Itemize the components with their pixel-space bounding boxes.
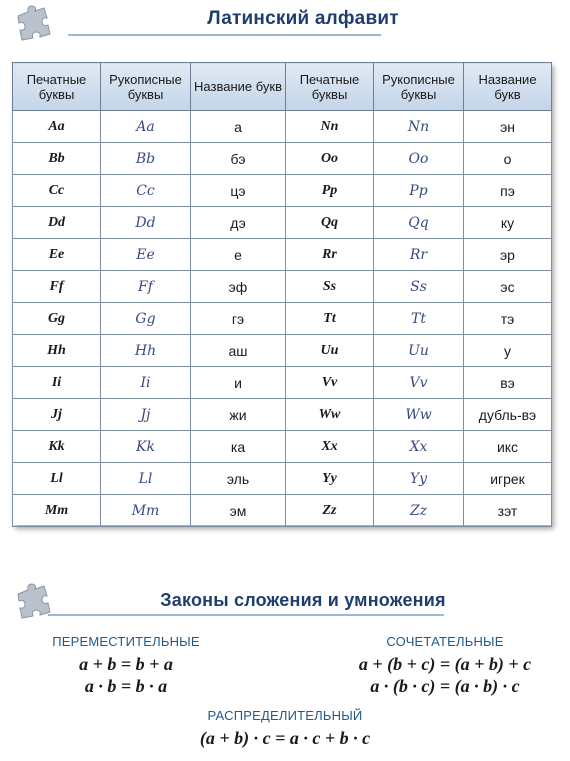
formula: a · b = b · a [84,676,168,696]
letter-name-cell: а [191,111,286,143]
table-row [13,239,552,271]
table-row [13,207,552,239]
commutative-laws [26,634,226,697]
column-header: Рукописные буквы [374,63,464,111]
letter-name-cell: ку [464,207,552,239]
printed-letter-cell: Cc [13,175,101,207]
letter-name-cell: зэт [464,495,552,527]
handwritten-letter-cell: Hh [101,335,191,367]
alphabet-table [12,62,552,527]
formula: a · (b · c) = (a · b) · c [370,676,520,696]
letter-name-cell: дубль-вэ [464,399,552,431]
printed-letter-cell: Ss [286,271,374,303]
table-row [13,271,552,303]
handwritten-letter-cell: Ll [101,463,191,495]
title-underline [48,614,444,616]
printed-letter-cell: Pp [286,175,374,207]
handwritten-letter-cell: Oo [374,143,464,175]
printed-letter-cell: Mm [13,495,101,527]
letter-name-cell: эс [464,271,552,303]
handwritten-letter-cell: Cc [101,175,191,207]
handwritten-letter-cell: Bb [101,143,191,175]
handwritten-letter-cell: Ii [101,367,191,399]
title-underline [68,34,381,36]
printed-letter-cell: Oo [286,143,374,175]
handwritten-letter-cell: Vv [374,367,464,399]
formula: (a + b) · c = a · c + b · c [199,728,371,748]
printed-letter-cell: Kk [13,431,101,463]
letter-name-cell: аш [191,335,286,367]
letter-name-cell: вэ [464,367,552,399]
printed-letter-cell: Aa [13,111,101,143]
letter-name-cell: икс [464,431,552,463]
handwritten-letter-cell: Qq [374,207,464,239]
table-row [13,431,552,463]
printed-letter-cell: Rr [286,239,374,271]
letter-name-cell: цэ [191,175,286,207]
handwritten-letter-cell: Dd [101,207,191,239]
printed-letter-cell: Ee [13,239,101,271]
letter-name-cell: эн [464,111,552,143]
printed-letter-cell: Gg [13,303,101,335]
law-title: ПЕРЕМЕСТИТЕЛЬНЫЕ [52,634,200,649]
table-row [13,495,552,527]
alphabet-table-container [12,62,551,525]
handwritten-letter-cell: Pp [374,175,464,207]
column-header: Название букв [191,63,286,111]
letter-name-cell: о [464,143,552,175]
handwritten-letter-cell: Nn [374,111,464,143]
letter-name-cell: гэ [191,303,286,335]
table-row [13,303,552,335]
section-title: Законы сложения и умножения [160,590,446,610]
handwritten-letter-cell: Tt [374,303,464,335]
letter-name-cell: эр [464,239,552,271]
table-row [13,399,552,431]
letter-name-cell: эм [191,495,286,527]
section-title: Латинский алфавит [207,8,399,29]
section-header-laws [0,578,570,624]
printed-letter-cell: Jj [13,399,101,431]
letter-name-cell: ка [191,431,286,463]
printed-letter-cell: Dd [13,207,101,239]
printed-letter-cell: Ii [13,367,101,399]
formula: a + b = b + a [79,654,173,674]
printed-letter-cell: Ww [286,399,374,431]
letter-name-cell: эль [191,463,286,495]
column-header: Печатные буквы [286,63,374,111]
handwritten-letter-cell: Ee [101,239,191,271]
printed-letter-cell: Vv [286,367,374,399]
table-row [13,143,552,175]
table-row [13,367,552,399]
handwritten-letter-cell: Jj [101,399,191,431]
column-header: Печатные буквы [13,63,101,111]
printed-letter-cell: Uu [286,335,374,367]
handwritten-letter-cell: Rr [374,239,464,271]
letter-name-cell: пэ [464,175,552,207]
formula: a + (b + c) = (a + b) + c [358,654,532,674]
printed-letter-cell: Tt [286,303,374,335]
letter-name-cell: е [191,239,286,271]
table-header-row [13,63,552,111]
letter-name-cell: эф [191,271,286,303]
printed-letter-cell: Qq [286,207,374,239]
printed-letter-cell: Xx [286,431,374,463]
handwritten-letter-cell: Kk [101,431,191,463]
handwritten-letter-cell: Mm [101,495,191,527]
printed-letter-cell: Ff [13,271,101,303]
table-row [13,463,552,495]
handwritten-letter-cell: Ww [374,399,464,431]
table-row [13,111,552,143]
column-header: Рукописные буквы [101,63,191,111]
law-title: РАСПРЕДЕЛИТЕЛЬНЫЙ [207,708,363,723]
letter-name-cell: у [464,335,552,367]
handwritten-letter-cell: Ff [101,271,191,303]
law-title: СОЧЕТАТЕЛЬНЫЕ [386,634,504,649]
letter-name-cell: игрек [464,463,552,495]
handwritten-letter-cell: Gg [101,303,191,335]
handwritten-letter-cell: Yy [374,463,464,495]
distributive-law [150,708,420,749]
printed-letter-cell: Bb [13,143,101,175]
letter-name-cell: дэ [191,207,286,239]
printed-letter-cell: Zz [286,495,374,527]
handwritten-letter-cell: Aa [101,111,191,143]
handwritten-letter-cell: Xx [374,431,464,463]
section-header-alphabet [0,0,570,46]
letter-name-cell: тэ [464,303,552,335]
table-row [13,335,552,367]
associative-laws [320,634,570,697]
column-header: Название букв [464,63,552,111]
printed-letter-cell: Yy [286,463,374,495]
table-row [13,175,552,207]
printed-letter-cell: Nn [286,111,374,143]
printed-letter-cell: Ll [13,463,101,495]
letter-name-cell: бэ [191,143,286,175]
handwritten-letter-cell: Ss [374,271,464,303]
handwritten-letter-cell: Uu [374,335,464,367]
letter-name-cell: жи [191,399,286,431]
letter-name-cell: и [191,367,286,399]
handwritten-letter-cell: Zz [374,495,464,527]
printed-letter-cell: Hh [13,335,101,367]
